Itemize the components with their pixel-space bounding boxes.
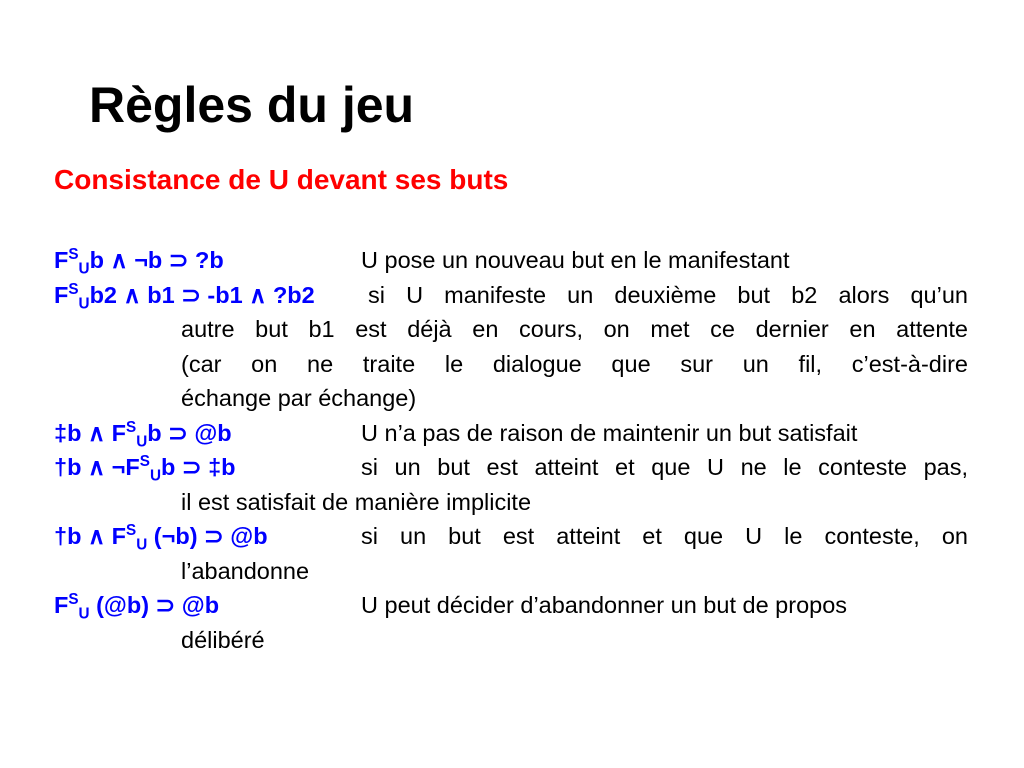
rules-list (54, 243, 968, 657)
slide-subtitle: Consistance de U devant ses buts (54, 164, 509, 195)
rule-item (54, 519, 968, 588)
rule-item (54, 243, 968, 278)
rule-description: U n’a pas de raison de maintenir un but satisfait (361, 419, 858, 446)
rule-formula: ‡b ∧ $F^S_Ub$ ⊃ @b (54, 418, 232, 451)
slide-title: Règles du jeu (89, 77, 415, 133)
rule-item (54, 588, 968, 657)
rule-description: si un but est atteint et que U le conteste, on (361, 523, 968, 549)
rule-description: U pose un nouveau but en le manifestant (361, 247, 790, 273)
rule-description-continued: (car on ne traite le dialogue que sur un fil, c’est-à-dire (181, 350, 968, 377)
rule-description-continued: l’abandonne (181, 557, 310, 584)
rule-description: si U manifeste un deuxième but b2 alors qu’un (368, 281, 968, 308)
rule-description: U peut décider d’abandonner un but de propos (361, 592, 848, 618)
rule-formula: †b ∧ $\neg F^S_Ub$ ⊃ ‡b (54, 453, 236, 485)
rule-description-continued: délibéré (181, 626, 265, 653)
rule-item (54, 450, 968, 519)
rule-item (54, 416, 968, 451)
rule-description-continued: échange par échange) (181, 385, 417, 411)
rule-description-continued: autre but b1 est déjà en cours, on met ce dernier en attente (181, 316, 968, 342)
rule-formula: $F^S_Ub2$ ∧ b1 ⊃ -b1 ∧ ?b2 (54, 280, 315, 313)
rule-description-continued: il est satisfait de manière implicite (181, 488, 532, 515)
rule-formula: $F^S_U$ (@b) ⊃ @b (54, 591, 220, 623)
rule-description: si un but est atteint et que U ne le conteste pas, (361, 454, 968, 480)
rule-formula: †b ∧ $F^S_U$ (¬b) ⊃ @b (54, 522, 268, 554)
rule-formula: $F^S_Ub$ ∧ ¬b ⊃ ?b (54, 246, 224, 278)
rule-item (54, 278, 968, 416)
